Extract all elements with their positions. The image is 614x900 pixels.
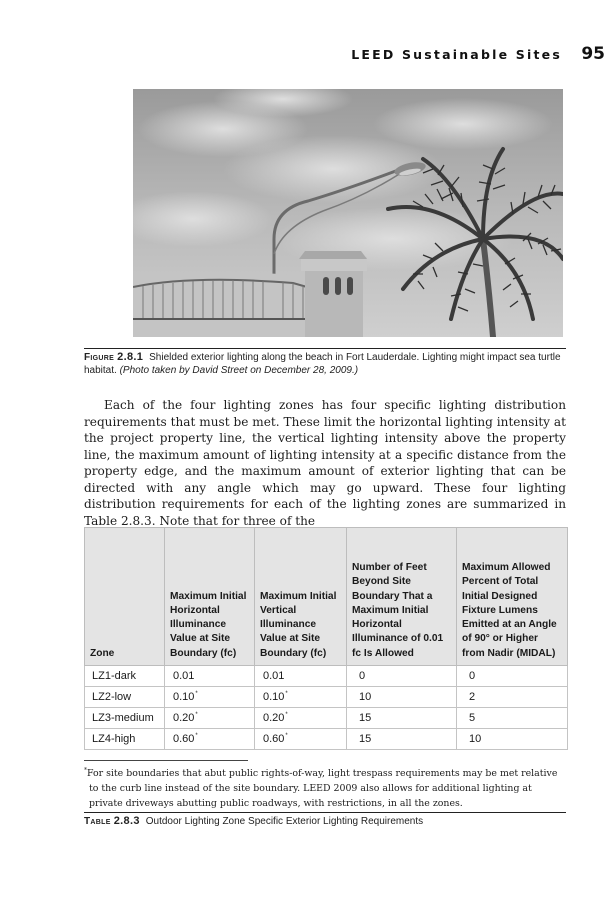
running-head <box>0 44 614 66</box>
cell-zone: LZ4-high <box>85 729 165 750</box>
beach-lighting-photo <box>133 89 563 337</box>
table-caption-rule <box>84 812 566 813</box>
table-row <box>85 666 568 687</box>
table-caption <box>84 815 566 828</box>
table-header-row <box>85 528 568 666</box>
body-paragraph: Each of the four lighting zones has four specific lighting distribution requirements that must be met. These limit the horizontal lighting intensity at the project property line, the vertical lighting intensity above the property line, the maximum amount of lighting intensity at a specific distance from the property edge, and the maximum amount of exterior lighting that can be directed with any angle which may go upward. These four lighting distribution requirements for each of the lighting zones are summarized in Table 2.8.3. Note that for three of the <box>84 398 566 528</box>
cell-percent: 5 <box>457 708 568 729</box>
header-midal-percent: Maximum Allowed Percent of Total Initial Designed Fixture Lumens Emitted at an Angle of 90° or Higher from Nadir (MIDAL) <box>457 528 568 666</box>
figure-caption-rule <box>84 348 566 349</box>
header-horizontal-illuminance: Maximum Initial Horizontal Illuminance Value at Site Boundary (fc) <box>165 528 255 666</box>
cell-feet: 15 <box>347 729 457 750</box>
figure-label: Figure 2.8.1 <box>84 351 144 363</box>
cell-vertical: 0.01 <box>255 666 347 687</box>
table-row <box>85 708 568 729</box>
table-row <box>85 729 568 750</box>
cell-feet: 0 <box>347 666 457 687</box>
figure-caption <box>84 351 566 377</box>
table-row <box>85 687 568 708</box>
cell-zone: LZ3-medium <box>85 708 165 729</box>
header-zone: Zone <box>85 528 165 666</box>
cell-percent: 10 <box>457 729 568 750</box>
figure-caption-text: Shielded exterior lighting along the beach in Fort Lauderdale. Lighting might impact sea turtle habitat. <box>84 352 561 376</box>
footnote-rule <box>84 760 248 761</box>
cell-zone: LZ2-low <box>85 687 165 708</box>
footnote-text: For site boundaries that abut public rights-of-way, light trespass requirements may be met relative to the curb line instead of the site boundary. LEED 2009 also allows for additional lighting at private driveways abutting public roadways, with restrictions, in all the zones. <box>87 768 558 809</box>
table-footnote <box>84 766 566 811</box>
footnote-marker: * <box>84 766 87 774</box>
cell-zone: LZ1-dark <box>85 666 165 687</box>
cell-vertical: 0.10* <box>255 687 347 708</box>
cell-feet: 10 <box>347 687 457 708</box>
table-caption-text: Outdoor Lighting Zone Specific Exterior Lighting Requirements <box>145 816 424 827</box>
table-label: Table 2.8.3 <box>84 815 140 827</box>
cell-horizontal: 0.20* <box>165 708 255 729</box>
lighting-requirements-table <box>84 527 568 750</box>
cell-percent: 0 <box>457 666 568 687</box>
cell-percent: 2 <box>457 687 568 708</box>
header-feet-beyond-boundary: Number of Feet Beyond Site Boundary That a Maximum Initial Horizontal Illuminance of 0.01 fc Is Allowed <box>347 528 457 666</box>
page-number: 95 <box>581 44 605 64</box>
figure-credit: (Photo taken by David Street on December 28, 2009.) <box>119 364 359 376</box>
cell-horizontal: 0.10* <box>165 687 255 708</box>
header-vertical-illuminance: Maximum Initial Vertical Illuminance Value at Site Boundary (fc) <box>255 528 347 666</box>
cell-feet: 15 <box>347 708 457 729</box>
cell-horizontal: 0.60* <box>165 729 255 750</box>
cell-vertical: 0.20* <box>255 708 347 729</box>
cell-horizontal: 0.01 <box>165 666 255 687</box>
running-head-title: LEED Sustainable Sites <box>351 47 562 62</box>
cell-vertical: 0.60* <box>255 729 347 750</box>
